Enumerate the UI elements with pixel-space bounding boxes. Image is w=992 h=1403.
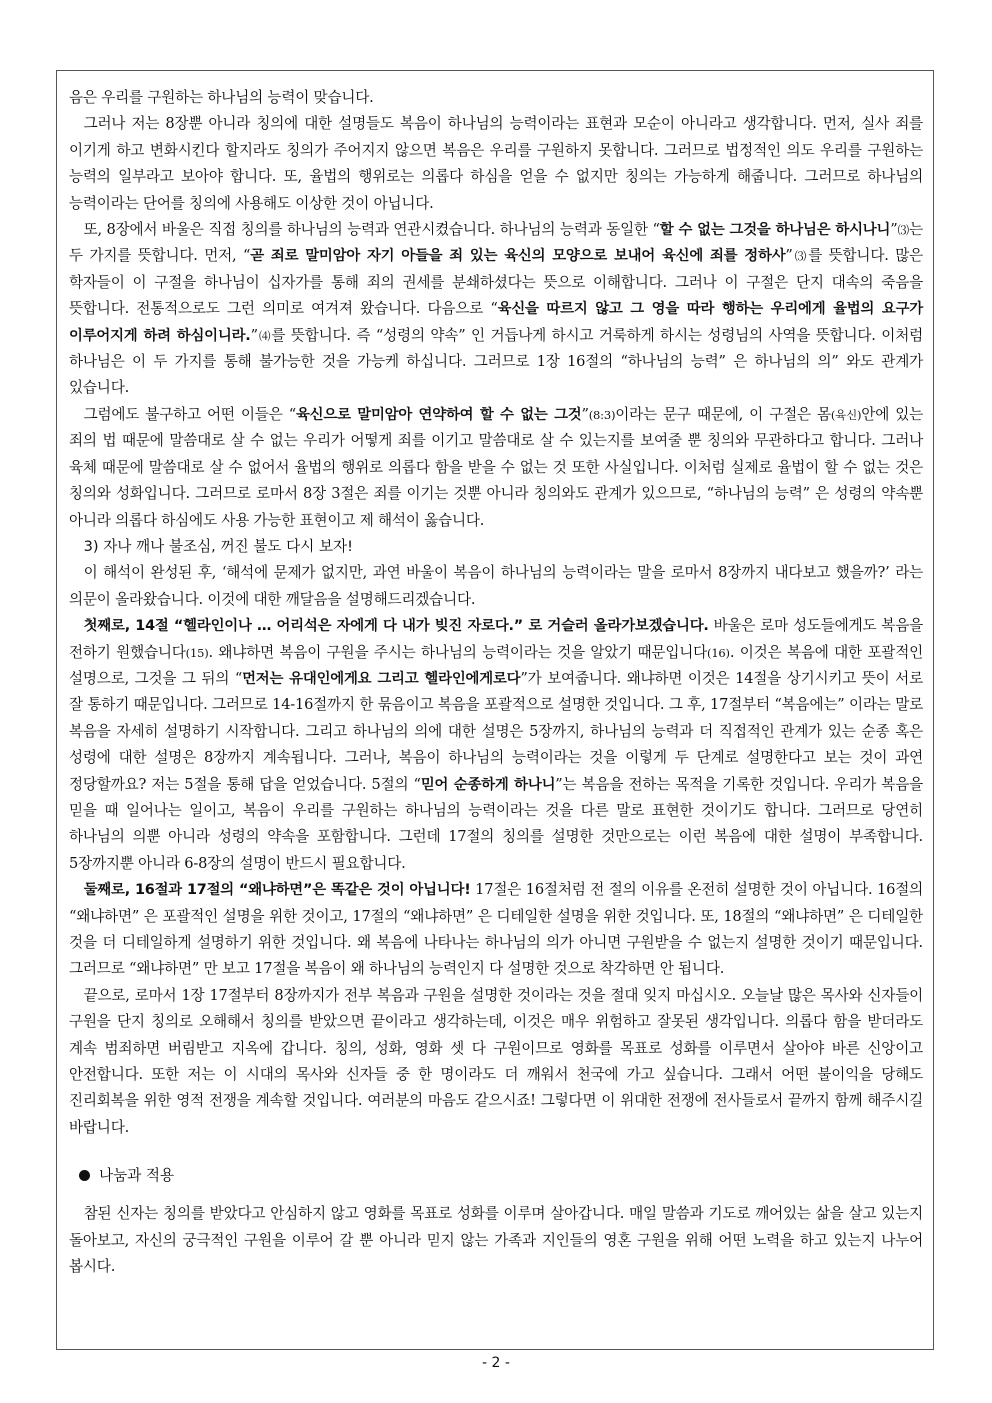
text: ”는 복음을 전하는 목적을 기록한 것입니다. 우리가 복음을 믿을 때 일어나는 일이고, 복음이 우리를 구원하는 하나님의 능력이라는 것을 다른 말로 표현한 것이기도 합니다. 그러므로 당연히 하나님의 의뿐 아니라 성령의 약속을 포함합니다. 그런데 17절의 칭의를 설명한 것만으로는 이런 복음에 대한 설명이 부족합니다. 5장까지뿐 아니라 6-8장의 설명이 반드시 필요합니다. [69, 775, 923, 872]
text: 17절은 16절처럼 전 절의 이유를 온전히 설명한 것이 아닙니다. 16절의 “왜냐하면” 은 포괄적인 설명을 위한 것이고, 17절의 “왜냐하면” 은 디테일한 설명을 위한 것입니다. 또, 18절의 “왜냐하면” 은 디테일한 것을 더 디테일하게 설명하기 위한 것입니다. 왜 복음에 나타나는 하나님의 의가 아니면 구원받을 수 없는지 설명한 것이기 때문입니다. 그러므로 “왜냐하면” 만 보고 17절을 복음이 왜 하나님의 능력인지 다 설명한 것으로 착각하면 안 됩니다. [69, 881, 923, 978]
text: 안에 있는 죄의 법 때문에 말씀대로 살 수 없는 우리가 어떻게 죄를 이기고 말씀대로 살 수 있는지를 보여줄 뿐 칭의와 무관하다고 합니다. 그러나 육체 때문에 말씀대로 살 수 없어서 율법의 행위로 의롭다 함을 받을 수 없는 것 또한 사실입니다. 이처럼 실제로 율법이 할 수 없는 것은 칭의와 성화입니다. 그러므로 로마서 8장 3절은 죄를 이기는 것뿐 아니라 칭의와도 관계가 있으므로, “하나님의 능력” 은 성령의 약속뿐 아니라 의롭다 하심에도 사용 가능한 표현이고 제 해석이 옳습니다. [69, 405, 923, 529]
section-heading [69, 1163, 923, 1189]
paragraph-9 [69, 1201, 923, 1280]
text: 끝으로, 로마서 1장 17절부터 8장까지가 전부 복음과 구원을 설명한 것이라는 것을 절대 잊지 마십시오. 오늘날 많은 목사와 신자들이 구원을 단지 칭의로 오해해서 칭의를 받았으면 끝이라고 생각하는데, 이것은 매우 위험하고 잘못된 생각입니다. 의롭다 함을 받더라도 계속 범죄하면 버림받고 지옥에 갑니다. 칭의, 성화, 영화 셋 다 구원이므로 영화를 목표로 성화를 이루면서 살아야 바른 신앙이고 안전합니다. 또한 저는 이 시대의 목사와 신자들 중 한 명이라도 더 깨워서 천국에 가고 싶습니다. 그래서 어떤 불이익을 당해도 진리회복을 위한 영적 전쟁을 계속할 것입니다. 여러분의 마음도 같으시죠! 그렇다면 이 위대한 전쟁에 전사들로서 끝까지 함께 해주시길 바랍니다. [69, 986, 923, 1136]
paragraph-3 [69, 217, 923, 402]
bold-lead: 첫째로, 14절 “헬라인이나 … 어리석은 자에게 다 내가 빚진 자로다.” 로 거슬러 올라가보겠습니다. [83, 618, 709, 635]
text: ” [785, 247, 793, 265]
paragraph-2 [69, 111, 923, 217]
text: 는 두 가지를 뜻합니다. 먼저, “ [69, 221, 923, 265]
reference-marker: (15) [185, 645, 209, 660]
paragraph-5 [69, 560, 923, 613]
text: 이 해석이 완성된 후, ‘해석에 문제가 없지만, 과연 바울이 복음이 하나님의 능력이라는 말을 로마서 8장까지 내다보고 했을까?’ 라는 의문이 올라왔습니다. 이것에 대한 깨달음을 설명해드리겠습니다. [69, 564, 923, 608]
bullet-icon [79, 1170, 90, 1181]
text: 를 뜻합니다. 많은 학자들이 이 구절을 하나님이 십자가를 통해 죄의 권세를 분쇄하셨다는 뜻으로 이해합니다. 그러나 이 구절은 단지 대속의 죽음을 뜻합니다. 전통적으로도 그런 의미로 여겨져 왔습니다. 다음으로 “ [69, 247, 923, 318]
bold-lead: 둘째로, 16절과 17절의 “왜냐하면”은 똑같은 것이 아닙니다! [83, 882, 471, 899]
content-frame [56, 70, 934, 1350]
paragraph-7 [69, 877, 923, 983]
bold-quote: 육신을 따르지 않고 그 영을 따라 행하는 우리에게 율법의 요구가 이루어지게 하려 하심이니라. [69, 301, 923, 344]
text: ” [250, 326, 258, 344]
paragraph-4 [69, 402, 923, 534]
text: 참된 신자는 칭의를 받았다고 안심하지 않고 영화를 목표로 성화를 이루며 살아갑니다. 매일 말씀과 기도로 깨어있는 삶을 살고 있는지 돌아보고, 자신의 궁극적인 구원을 이루어 갈 뿐 아니라 믿지 않는 가족과 지인들의 영혼 구원을 위해 어떤 노력을 하고 있는지 나누어 봅시다. [69, 1205, 923, 1276]
subsection-heading: 3) 자나 깨나 불조심, 꺼진 불도 다시 보자! [83, 537, 353, 555]
bold-quote: 할 수 없는 그것을 하나님은 하시나니 [659, 222, 891, 239]
reference-marker: ⑶ [897, 223, 910, 238]
text: 그럼에도 불구하고 어떤 이들은 “ [83, 405, 296, 423]
text: ” [890, 221, 898, 239]
page-number: - 2 - [482, 1355, 510, 1371]
bold-quote: 곧 죄로 말미암아 자기 아들을 죄 있는 육신의 모양으로 보내어 육신에 죄를 정하사 [250, 248, 786, 265]
reference-marker: ⑶ [792, 249, 809, 264]
section-heading-label: 나눔과 적용 [99, 1167, 175, 1185]
reference-marker: (8:3) [588, 407, 616, 422]
bold-quote: 먼저는 유대인에게요 그리고 헬라인에게로다 [242, 670, 521, 687]
bold-quote: 육신으로 말미암아 연약하여 할 수 없는 그것 [295, 406, 582, 423]
text: ”가 보여줍니다. 왜냐하면 이것은 14절을 상기시키고 뜻이 서로 잘 통하기 때문입니다. 그러므로 14-16절까지 한 묶음이고 복음을 포괄적으로 설명한 것입니다. 그 후, 17절부터 “복음에는” 이라는 말로 복음을 자세히 설명하기 시작합니다. 그리고 하나님의 의에 대한 설명은 5장까지, 하나님의 능력과 더 직접적인 관계가 있는 순종 혹은 성령에 대한 설명은 8장까지 계속됩니다. 그러나, 복음이 하나님의 능력이라는 것을 이렇게 두 단계로 설명한다고 보는 것이 과연 정당할까요? 저는 5절을 통해 답을 얻었습니다. 5절의 “ [69, 669, 923, 793]
reference-marker: (16) [707, 645, 730, 660]
text: 음은 우리를 구원하는 하나님의 능력이 맞습니다. [69, 89, 374, 106]
paragraph-6 [69, 613, 923, 877]
text: . 이것은 복음에 대한 포괄적인 설명으로, 그것을 그 뒤의 “ [69, 643, 923, 687]
text: ” [581, 405, 589, 423]
paragraph-1 [69, 85, 923, 111]
text: 바울은 로마 성도들에게도 복음을 전하기 원했습니다 [69, 617, 924, 661]
bold-quote: 믿어 순종하게 하나니 [420, 776, 556, 793]
text: 또, 8장에서 바울은 직접 칭의를 하나님의 능력과 연관시켰습니다. 하나님의 능력과 동일한 “ [83, 221, 660, 239]
text: . 왜냐하면 복음이 구원을 주시는 하나님의 능력이라는 것을 알았기 때문입니다 [208, 643, 708, 661]
text: 이라는 문구 때문에, 이 구절은 몸 [615, 405, 831, 423]
reference-marker: (육신) [830, 407, 862, 422]
paragraph-8 [69, 983, 923, 1141]
reference-marker: ⑷ [257, 328, 272, 343]
text: 를 뜻합니다. 즉 “성령의 약속” 인 거듭나게 하시고 거룩하게 하시는 성령님의 사역을 뜻합니다. 이처럼 하나님은 이 두 가지를 통해 불가능한 것을 가능케 하십니다. 그러므로 1장 16절의 “하나님의 능력” 은 하나님의 의” 와도 관계가 있습니다. [69, 326, 923, 397]
text: 그러나 저는 8장뿐 아니라 칭의에 대한 설명들도 복음이 하나님의 능력이라는 표현과 모순이 아니라고 생각합니다. 먼저, 실사 죄를 이기게 하고 변화시킨다 할지라도 칭의가 주어지지 않으면 복음은 우리를 구원하지 못합니다. 그러므로 법정적인 의도 우리를 구원하는 능력의 일부라고 보아야 합니다. 또, 율법의 행위로는 의롭다 하심을 얻을 수 없지만 칭의는 가능하게 해줍니다. 그러므로 하나님의 능력이라는 단어를 칭의에 사용해도 이상한 것이 아닙니다. [69, 115, 923, 212]
